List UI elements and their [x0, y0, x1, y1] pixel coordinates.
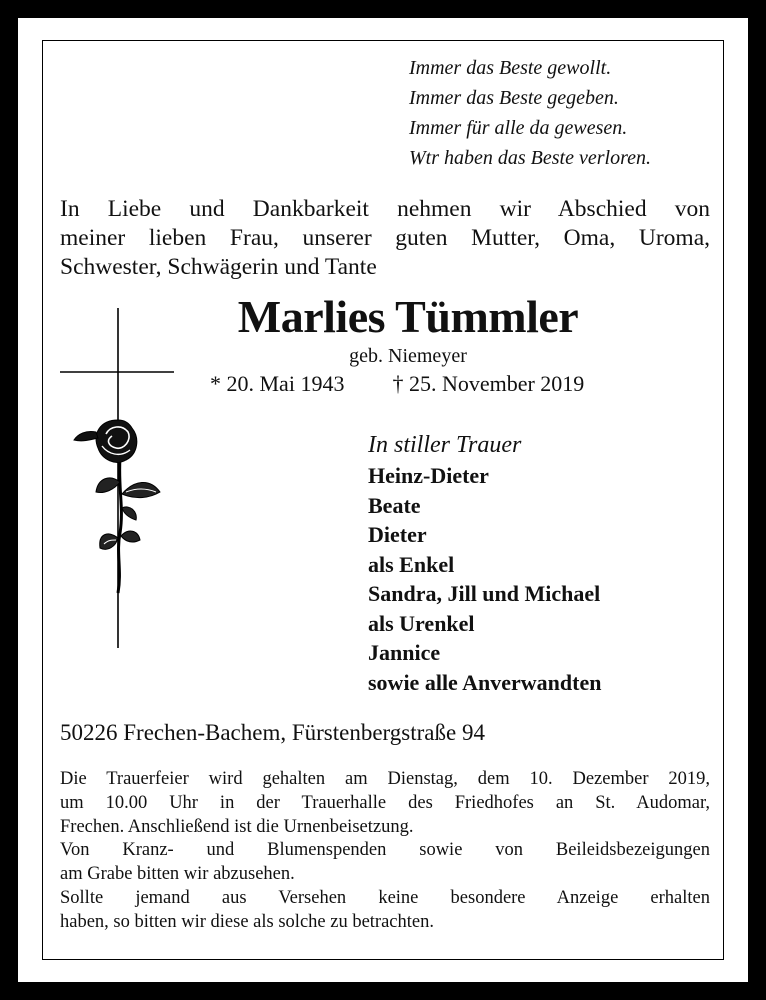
mourner-row: Sandra, Jill und Michael [368, 581, 601, 606]
mourner-row: Dieter [368, 522, 427, 547]
cross-icon [60, 308, 174, 648]
mourner-row: sowie alle Anverwandten [368, 669, 602, 695]
maiden-name: geb. Niemeyer [349, 345, 467, 367]
life-dates [210, 371, 584, 397]
poem-line: Immer das Beste gewollt. [409, 57, 612, 79]
mourner-row: als Enkel [368, 551, 455, 577]
intro-line: Schwester, Schwägerin und Tante [60, 254, 377, 280]
mourner-row: Beate [368, 492, 421, 518]
notes-line: Frechen. Anschließend ist die Urnenbeisetzung. [60, 816, 414, 837]
funeral-notes [60, 768, 710, 935]
mourner-row: Heinz-Dieter [368, 463, 489, 488]
intro-line: In Liebe und Dankbarkeit nehmen wir Abschied von [60, 196, 710, 222]
notes-line: Die Trauerfeier wird gehalten am Dienstag, dem 10. Dezember 2019, [60, 769, 710, 789]
mourners-list [368, 429, 601, 697]
notes-line: am Grabe bitten wir abzusehen. [60, 864, 295, 885]
notes-line: Von Kranz- und Blumenspenden sowie von Beileidsbezeigungen [60, 840, 710, 861]
poem-line: Immer das Beste gegeben. [409, 87, 619, 109]
family-address: 50226 Frechen-Bachem, Fürstenbergstraße 94 [60, 720, 485, 745]
mourners-lead: In stiller Trauer [368, 432, 522, 458]
notes-line: um 10.00 Uhr in der Trauerhalle des Friedhofes an St. Audomar, [60, 792, 710, 813]
poem-line: Immer für alle da gewesen. [409, 117, 628, 139]
notes-line: Sollte jemand aus Versehen keine besondere Anzeige erhalten [60, 887, 710, 908]
mourner-row: als Urenkel [368, 610, 475, 636]
poem-line: Wtr haben das Beste verloren. [409, 147, 651, 169]
notes-line: haben, so bitten wir diese als solche zu betrachten. [60, 911, 434, 932]
birth-date: * 20. Mai 1943 [210, 371, 345, 396]
deceased-name: Marlies Tümmler [237, 291, 579, 342]
mourner-row: Jannice [368, 640, 441, 665]
poem [409, 53, 651, 173]
intro-text [60, 195, 710, 282]
cross-rose-icon [60, 308, 175, 648]
rose-icon [74, 420, 160, 593]
death-date: † 25. November 2019 [392, 371, 585, 396]
intro-line: meiner lieben Frau, unserer guten Mutter, Oma, Uroma, [60, 225, 710, 251]
